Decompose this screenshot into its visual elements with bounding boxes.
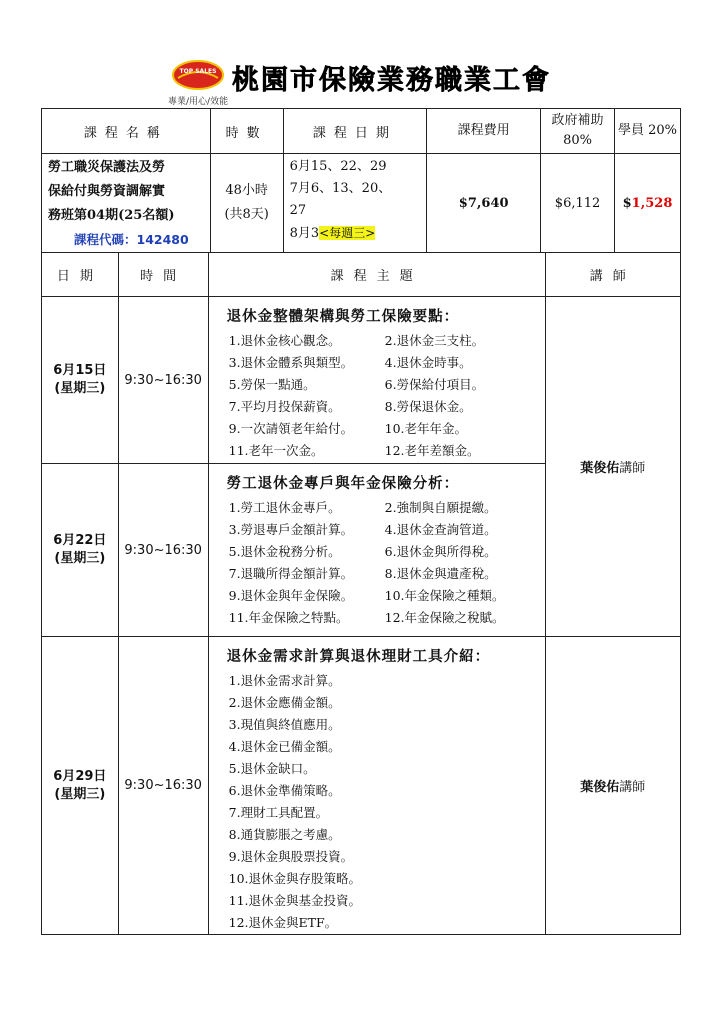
dates-line-3: 27 — [289, 203, 307, 218]
session-topic-title: 退休金需求計算與退休理財工具介紹： — [226, 648, 491, 665]
topic-item: 11.年金保險之特點。 — [228, 610, 349, 625]
union-logo-icon — [172, 60, 224, 90]
topic-item: 2.退休金三支柱。 — [384, 333, 485, 348]
session-topic-cell — [208, 464, 545, 637]
session-topic-cell — [208, 297, 545, 464]
course-code: 課程代碼：142480 — [74, 232, 189, 247]
header-hours: 時數 — [210, 109, 283, 154]
course-name-line-2: 保給付與勞資調解實 — [48, 184, 166, 199]
weekly-note-badge: <每週三> — [319, 226, 376, 240]
course-name-line-3: 務班第04期(25名額) — [48, 208, 175, 223]
session-weekday: (星期三) — [54, 381, 106, 396]
topic-item: 8.通貨膨脹之考慮。 — [228, 827, 341, 842]
session-date: 6月15日 — [53, 363, 107, 378]
topic-item: 4.退休金已備金額。 — [228, 739, 341, 754]
topic-item: 5.勞保一點通。 — [228, 377, 316, 392]
schedule-header-date: 日期 — [42, 253, 119, 297]
student-fee-prefix: $ — [622, 195, 632, 211]
session-date-cell — [42, 637, 119, 935]
topic-item: 9.一次請領老年給付。 — [228, 421, 354, 436]
session-topic-items — [229, 670, 545, 934]
teacher-title: 講師 — [619, 461, 646, 476]
session-date-cell — [42, 297, 119, 464]
topic-item: 3.退休金體系與類型。 — [228, 355, 354, 370]
topic-item: 1.退休金需求計算。 — [228, 673, 341, 688]
org-name: 桃園市保險業務職業工會 — [232, 65, 551, 96]
course-name-line-1: 勞工職災保護法及勞 — [48, 160, 166, 175]
topic-item: 3.現值與終值應用。 — [228, 717, 341, 732]
teacher-name: 葉俊佑 — [580, 780, 620, 795]
course-hours-cell — [210, 154, 283, 253]
topic-item: 6.退休金與所得稅。 — [384, 544, 497, 559]
topic-item: 1.退休金核心觀念。 — [228, 333, 341, 348]
session-weekday: (星期三) — [54, 786, 106, 802]
topic-item: 9.退休金與股票投資。 — [228, 849, 354, 864]
hours-total: 48小時 — [225, 183, 268, 198]
schedule-row — [42, 637, 681, 935]
session-topic-items — [229, 497, 545, 629]
header-course-name: 課程名稱 — [42, 109, 211, 154]
dates-line-1: 6月15、22、29 — [289, 159, 387, 174]
student-fee-cell — [615, 154, 681, 253]
session-date-cell — [42, 464, 119, 637]
schedule-header-topic: 課程主題 — [208, 253, 545, 297]
session-time: 9:30~16:30 — [118, 464, 208, 637]
topic-item: 9.退休金與年金保險。 — [228, 588, 354, 603]
schedule-header-time: 時間 — [118, 253, 208, 297]
topic-item: 12.退休金與ETF。 — [228, 915, 338, 930]
topic-item: 10.年金保險之種類。 — [384, 588, 505, 603]
teacher-name: 葉俊佑 — [580, 461, 620, 476]
schedule-header-teacher: 講師 — [545, 253, 680, 297]
topic-item: 7.理財工具配置。 — [228, 805, 329, 820]
teacher-title: 講師 — [619, 780, 646, 795]
dates-last: 8月3 — [289, 226, 320, 241]
topic-item: 8.勞保退休金。 — [384, 399, 472, 414]
topic-item: 5.退休金稅務分析。 — [228, 544, 341, 559]
topic-item: 10.退休金與存股策略。 — [228, 871, 362, 886]
topic-item: 8.退休金與遺產稅。 — [384, 566, 497, 581]
topic-item: 12.老年差額金。 — [384, 443, 480, 458]
logo-text: TOP SALES — [179, 68, 217, 75]
header-student-share: 學員 20% — [615, 109, 681, 154]
header-fee: 課程費用 — [427, 109, 541, 154]
topic-item: 4.退休金查詢管道。 — [384, 522, 497, 537]
topic-item: 6.退休金準備策略。 — [228, 783, 341, 798]
topic-item: 2.退休金應備金額。 — [228, 695, 341, 710]
session-date: 6月22日 — [53, 533, 107, 548]
session-topic-title: 勞工退休金專戶與年金保險分析： — [226, 475, 460, 492]
schedule-row — [42, 297, 681, 464]
course-name-cell — [42, 154, 211, 253]
org-header — [150, 58, 570, 108]
course-info-table — [41, 108, 681, 253]
dates-line-2: 7月6、13、20、 — [289, 181, 392, 196]
session-topic-items — [229, 330, 545, 462]
topic-item: 3.勞退專戶金額計算。 — [228, 522, 354, 537]
student-fee-amount: 1,528 — [631, 195, 673, 211]
teacher-cell-1 — [545, 297, 680, 637]
topic-item: 11.老年一次金。 — [228, 443, 324, 458]
topic-item: 1.勞工退休金專戶。 — [228, 500, 341, 515]
government-subsidy: $6,112 — [541, 154, 615, 253]
header-subsidy: 政府補助 80% — [541, 109, 615, 154]
session-time: 9:30~16:30 — [118, 297, 208, 464]
topic-item: 4.退休金時事。 — [384, 355, 472, 370]
teacher-cell-2 — [545, 637, 680, 935]
topic-item: 6.勞保給付項目。 — [384, 377, 485, 392]
topic-item: 12.年金保險之稅賦。 — [384, 610, 505, 625]
schedule-table — [41, 252, 681, 935]
session-date: 6月29日 — [53, 768, 107, 784]
topic-item: 2.強制與自願提繳。 — [384, 500, 497, 515]
topic-item: 7.平均月投保薪資。 — [228, 399, 341, 414]
days-total: (共8天) — [224, 207, 269, 222]
course-dates-cell — [283, 154, 427, 253]
dates-line-4 — [290, 222, 427, 245]
topic-item: 5.退休金缺口。 — [228, 761, 316, 776]
header-dates: 課程日期 — [283, 109, 427, 154]
session-topic-cell — [208, 637, 545, 935]
course-fee: $7,640 — [427, 154, 541, 253]
session-weekday: (星期三) — [54, 551, 106, 566]
session-time: 9:30~16:30 — [118, 637, 208, 935]
topic-item: 11.退休金與基金投資。 — [228, 893, 362, 908]
topic-item: 7.退職所得金額計算。 — [228, 566, 354, 581]
topic-item: 10.老年年金。 — [384, 421, 468, 436]
session-topic-title: 退休金整體架構與勞工保險要點： — [226, 308, 460, 325]
org-slogan: 專業/用心/效能 — [168, 97, 229, 107]
